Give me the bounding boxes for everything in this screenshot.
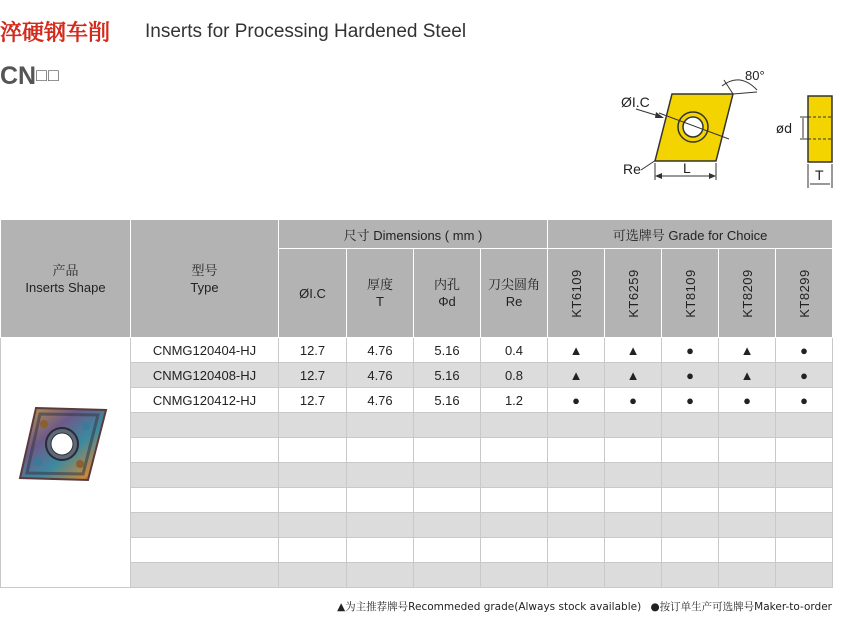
series-suffix: □□ [36, 65, 60, 85]
inserts-table [0, 219, 833, 588]
insert-side-view-drawing [808, 96, 832, 162]
title-english: Inserts for Processing Hardened Steel [145, 21, 467, 42]
grade-header-0: KT6109 [548, 249, 605, 338]
table-row: CNMG120408-HJ 12.7 4.76 5.16 0.8 ▲ ▲ ● ▲ ● [1, 363, 833, 388]
insert-dimension-diagram [600, 60, 840, 190]
footnote-maker: ●按订单生产可选牌号Maker-to-order [650, 601, 832, 613]
grade-header-2: KT8109 [662, 249, 719, 338]
table-row: CNMG120404-HJ 12.7 4.76 5.16 0.4 ▲ ▲ ● ▲ ● [1, 338, 833, 363]
type-header: 型号 Type [131, 220, 279, 338]
table-row: CNMG120412-HJ 12.7 4.76 5.16 1.2 ● ● ● ● ● [1, 388, 833, 413]
d-label: ød [776, 122, 793, 137]
re-label: Re [623, 161, 641, 177]
series-code [0, 62, 60, 91]
t-label: T [815, 167, 824, 183]
dim-header-d: 内孔 Φd [414, 249, 481, 338]
grade-header-3: KT8209 [719, 249, 776, 338]
footnote [331, 599, 832, 614]
grade-header: 可选牌号 Grade for Choice [548, 220, 833, 249]
l-label: L [683, 160, 691, 176]
insert-shape-image [18, 404, 110, 484]
title-chinese: 淬硬钢车削 [0, 21, 111, 46]
footnote-recommended: ▲为主推荐牌号Recommeded grade(Always stock available) [337, 601, 642, 613]
grade-header-1: KT6259 [605, 249, 662, 338]
dimensions-header: 尺寸 Dimensions ( mm ) [279, 220, 548, 249]
angle-label: 80° [745, 68, 765, 83]
dim-header-ic: ØI.C [279, 249, 347, 338]
grade-header-4: KT8299 [776, 249, 833, 338]
shape-header: 产品 Inserts Shape [1, 220, 131, 338]
ic-label: ØI.C [621, 94, 650, 110]
dim-header-re: 刀尖圆角 Re [481, 249, 548, 338]
dim-header-t: 厚度 T [347, 249, 414, 338]
series-prefix: CN [0, 62, 37, 90]
